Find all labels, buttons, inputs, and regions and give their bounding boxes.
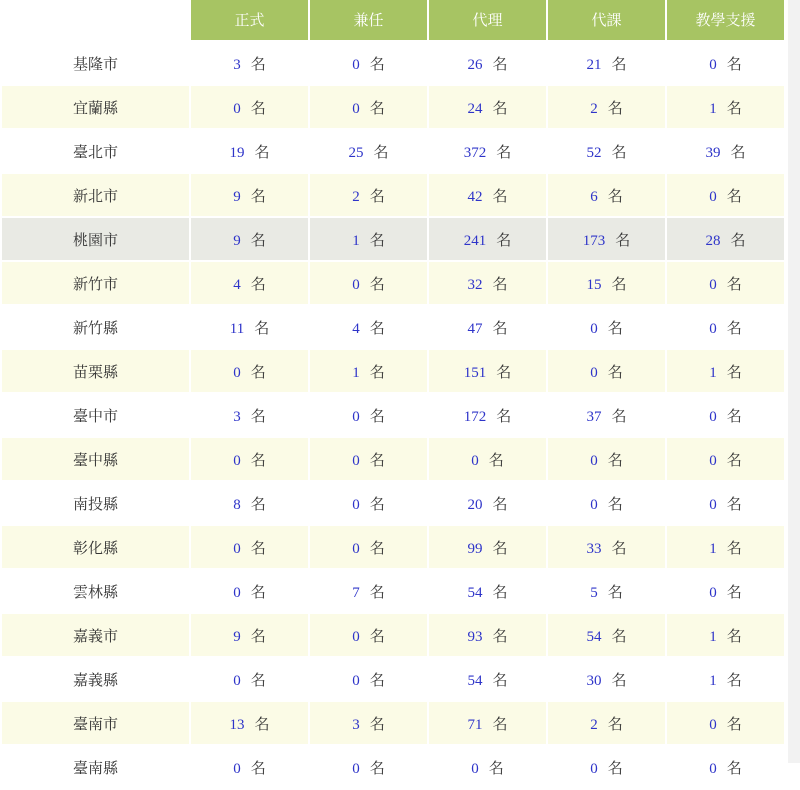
count-value: 42 — [467, 188, 483, 205]
count-unit: 名 — [726, 186, 742, 205]
count-value: 0 — [352, 452, 360, 469]
table-row — [2, 570, 784, 612]
count-value: 0 — [233, 540, 241, 557]
table-row — [2, 526, 784, 568]
count-unit: 名 — [607, 714, 623, 733]
count-cell — [548, 306, 665, 348]
count-cell — [310, 482, 427, 524]
count-unit: 名 — [369, 670, 385, 689]
count-unit: 名 — [496, 362, 512, 381]
city-name-cell: 宜蘭縣 — [2, 86, 189, 128]
count-cell — [429, 394, 546, 436]
count-unit: 名 — [369, 406, 385, 425]
table-row — [2, 438, 784, 480]
count-cell — [548, 614, 665, 656]
count-value: 1 — [709, 672, 717, 689]
city-name-cell: 南投縣 — [2, 482, 189, 524]
header-cell-teaching-support: 教學支援 — [667, 0, 784, 40]
count-unit: 名 — [369, 626, 385, 645]
table-row — [2, 394, 784, 436]
count-unit: 名 — [250, 758, 266, 777]
count-value: 0 — [471, 452, 479, 469]
count-cell — [310, 350, 427, 392]
count-value: 0 — [233, 452, 241, 469]
count-cell — [667, 746, 784, 788]
count-value: 6 — [590, 188, 598, 205]
header-cell-regular: 正式 — [191, 0, 308, 40]
count-value: 28 — [705, 232, 721, 249]
count-cell — [667, 702, 784, 744]
header-cell-class-substitute: 代課 — [548, 0, 665, 40]
count-unit: 名 — [492, 494, 508, 513]
count-value: 4 — [233, 276, 241, 293]
count-cell — [667, 86, 784, 128]
count-value: 0 — [709, 408, 717, 425]
count-unit: 名 — [492, 670, 508, 689]
count-cell — [310, 130, 427, 172]
count-value: 21 — [586, 56, 602, 73]
count-cell — [429, 438, 546, 480]
count-value: 52 — [586, 144, 602, 161]
count-cell — [191, 306, 308, 348]
count-value: 9 — [233, 188, 241, 205]
count-cell — [548, 702, 665, 744]
count-unit: 名 — [492, 626, 508, 645]
count-unit: 名 — [254, 714, 270, 733]
count-value: 0 — [352, 760, 360, 777]
count-unit: 名 — [250, 274, 266, 293]
count-value: 0 — [709, 188, 717, 205]
count-unit: 名 — [369, 538, 385, 557]
table-row — [2, 130, 784, 172]
city-name-cell: 臺南市 — [2, 702, 189, 744]
count-cell — [429, 174, 546, 216]
count-unit: 名 — [369, 98, 385, 117]
city-name-cell: 臺中市 — [2, 394, 189, 436]
count-value: 0 — [590, 364, 598, 381]
count-unit: 名 — [492, 582, 508, 601]
count-cell — [667, 438, 784, 480]
count-value: 372 — [463, 144, 487, 161]
count-cell — [429, 482, 546, 524]
count-value: 5 — [590, 584, 598, 601]
count-cell — [429, 746, 546, 788]
count-unit: 名 — [254, 142, 270, 161]
count-unit: 名 — [369, 758, 385, 777]
count-cell — [548, 42, 665, 84]
count-value: 33 — [586, 540, 602, 557]
count-unit: 名 — [726, 362, 742, 381]
count-unit: 名 — [496, 406, 512, 425]
count-unit: 名 — [492, 54, 508, 73]
count-cell — [667, 130, 784, 172]
city-name-cell: 臺南縣 — [2, 746, 189, 788]
count-value: 241 — [463, 232, 487, 249]
count-value: 0 — [233, 100, 241, 117]
count-cell — [310, 394, 427, 436]
count-value: 19 — [229, 144, 245, 161]
count-unit: 名 — [250, 406, 266, 425]
count-cell — [429, 702, 546, 744]
count-cell — [429, 570, 546, 612]
count-cell — [548, 658, 665, 700]
count-value: 15 — [586, 276, 602, 293]
count-unit: 名 — [369, 450, 385, 469]
count-value: 7 — [352, 584, 360, 601]
city-name-cell: 基隆市 — [2, 42, 189, 84]
count-unit: 名 — [607, 98, 623, 117]
count-unit: 名 — [492, 274, 508, 293]
count-unit: 名 — [726, 714, 742, 733]
count-value: 0 — [709, 496, 717, 513]
count-cell — [310, 438, 427, 480]
count-unit: 名 — [611, 406, 627, 425]
table-row — [2, 174, 784, 216]
count-value: 0 — [709, 760, 717, 777]
count-unit: 名 — [250, 54, 266, 73]
count-value: 13 — [229, 716, 245, 733]
count-unit: 名 — [250, 450, 266, 469]
count-unit: 名 — [607, 758, 623, 777]
count-cell — [191, 42, 308, 84]
count-value: 0 — [352, 100, 360, 117]
city-name-cell: 新竹縣 — [2, 306, 189, 348]
count-unit: 名 — [726, 758, 742, 777]
count-unit: 名 — [726, 538, 742, 557]
count-cell — [310, 658, 427, 700]
count-value: 3 — [352, 716, 360, 733]
count-unit: 名 — [369, 54, 385, 73]
count-value: 0 — [352, 540, 360, 557]
count-value: 0 — [709, 56, 717, 73]
count-cell — [191, 394, 308, 436]
header-cell-substitute: 代理 — [429, 0, 546, 40]
count-cell — [667, 614, 784, 656]
table-row — [2, 658, 784, 700]
count-unit: 名 — [726, 670, 742, 689]
count-value: 3 — [233, 56, 241, 73]
count-cell — [191, 86, 308, 128]
city-name-cell: 新北市 — [2, 174, 189, 216]
count-cell — [429, 86, 546, 128]
count-cell — [548, 482, 665, 524]
count-value: 54 — [467, 584, 483, 601]
count-unit: 名 — [730, 142, 746, 161]
count-value: 54 — [467, 672, 483, 689]
count-value: 0 — [590, 760, 598, 777]
header-cell-part-time: 兼任 — [310, 0, 427, 40]
city-name-cell: 新竹市 — [2, 262, 189, 304]
count-unit: 名 — [250, 626, 266, 645]
count-unit: 名 — [607, 318, 623, 337]
city-name-cell: 嘉義市 — [2, 614, 189, 656]
count-cell — [667, 526, 784, 568]
table-row — [2, 86, 784, 128]
count-value: 0 — [709, 276, 717, 293]
count-cell — [429, 262, 546, 304]
table-row — [2, 42, 784, 84]
count-value: 32 — [467, 276, 483, 293]
count-unit: 名 — [492, 186, 508, 205]
count-unit: 名 — [726, 406, 742, 425]
count-value: 93 — [467, 628, 483, 645]
count-unit: 名 — [250, 230, 266, 249]
count-cell — [667, 42, 784, 84]
count-cell — [429, 350, 546, 392]
count-value: 0 — [709, 452, 717, 469]
count-cell — [429, 306, 546, 348]
table-row — [2, 482, 784, 524]
count-unit: 名 — [488, 450, 504, 469]
count-value: 0 — [709, 716, 717, 733]
count-value: 8 — [233, 496, 241, 513]
table-row — [2, 262, 784, 304]
count-cell — [667, 218, 784, 260]
count-unit: 名 — [726, 54, 742, 73]
count-cell — [310, 526, 427, 568]
count-cell — [548, 86, 665, 128]
count-value: 0 — [709, 584, 717, 601]
count-cell — [667, 570, 784, 612]
count-value: 37 — [586, 408, 602, 425]
count-unit: 名 — [369, 362, 385, 381]
count-value: 24 — [467, 100, 483, 117]
count-value: 0 — [352, 408, 360, 425]
count-unit: 名 — [488, 758, 504, 777]
count-unit: 名 — [611, 274, 627, 293]
table-body — [2, 42, 784, 788]
count-cell — [191, 218, 308, 260]
count-unit: 名 — [250, 670, 266, 689]
count-unit: 名 — [496, 230, 512, 249]
count-cell — [667, 262, 784, 304]
count-value: 20 — [467, 496, 483, 513]
count-unit: 名 — [726, 582, 742, 601]
count-unit: 名 — [726, 274, 742, 293]
count-cell — [548, 174, 665, 216]
count-cell — [548, 350, 665, 392]
count-unit: 名 — [611, 538, 627, 557]
count-cell — [191, 482, 308, 524]
count-unit: 名 — [369, 318, 385, 337]
count-value: 0 — [233, 584, 241, 601]
count-value: 151 — [463, 364, 487, 381]
count-unit: 名 — [492, 538, 508, 557]
count-value: 0 — [590, 452, 598, 469]
count-cell — [310, 702, 427, 744]
count-value: 0 — [233, 364, 241, 381]
count-value: 1 — [709, 628, 717, 645]
count-cell — [667, 350, 784, 392]
city-name-cell: 彰化縣 — [2, 526, 189, 568]
count-unit: 名 — [373, 142, 389, 161]
count-cell — [191, 350, 308, 392]
count-unit: 名 — [730, 230, 746, 249]
count-unit: 名 — [607, 450, 623, 469]
table-row — [2, 702, 784, 744]
count-cell — [548, 394, 665, 436]
count-unit: 名 — [611, 54, 627, 73]
header-blank-cell — [2, 0, 189, 40]
count-cell — [191, 658, 308, 700]
count-unit: 名 — [611, 626, 627, 645]
city-name-cell: 苗栗縣 — [2, 350, 189, 392]
count-cell — [310, 262, 427, 304]
count-value: 54 — [586, 628, 602, 645]
table-row — [2, 350, 784, 392]
count-value: 25 — [348, 144, 364, 161]
count-value: 2 — [590, 716, 598, 733]
count-cell — [191, 262, 308, 304]
count-cell — [667, 658, 784, 700]
count-value: 1 — [352, 232, 360, 249]
count-value: 0 — [233, 672, 241, 689]
count-unit: 名 — [496, 142, 512, 161]
count-value: 2 — [590, 100, 598, 117]
count-unit: 名 — [250, 494, 266, 513]
count-cell — [548, 746, 665, 788]
count-value: 0 — [352, 628, 360, 645]
count-value: 2 — [352, 188, 360, 205]
count-unit: 名 — [607, 362, 623, 381]
city-name-cell: 嘉義縣 — [2, 658, 189, 700]
count-cell — [548, 130, 665, 172]
count-unit: 名 — [369, 582, 385, 601]
count-unit: 名 — [369, 186, 385, 205]
count-unit: 名 — [726, 626, 742, 645]
count-unit: 名 — [250, 538, 266, 557]
vertical-scrollbar[interactable] — [788, 0, 800, 763]
count-cell — [310, 86, 427, 128]
count-unit: 名 — [250, 186, 266, 205]
table-row — [2, 614, 784, 656]
count-unit: 名 — [369, 494, 385, 513]
count-value: 0 — [352, 56, 360, 73]
count-cell — [310, 306, 427, 348]
count-value: 11 — [229, 320, 245, 337]
count-value: 26 — [467, 56, 483, 73]
count-value: 9 — [233, 232, 241, 249]
count-unit: 名 — [492, 318, 508, 337]
count-unit: 名 — [607, 186, 623, 205]
count-value: 1 — [709, 364, 717, 381]
count-cell — [429, 42, 546, 84]
count-unit: 名 — [250, 582, 266, 601]
count-value: 0 — [471, 760, 479, 777]
table-row — [2, 218, 784, 260]
count-cell — [667, 306, 784, 348]
count-cell — [191, 614, 308, 656]
count-cell — [191, 130, 308, 172]
count-value: 0 — [590, 496, 598, 513]
count-value: 0 — [590, 320, 598, 337]
count-cell — [310, 218, 427, 260]
count-cell — [191, 174, 308, 216]
count-cell — [548, 218, 665, 260]
count-value: 172 — [463, 408, 487, 425]
count-value: 30 — [586, 672, 602, 689]
count-cell — [429, 218, 546, 260]
count-cell — [191, 702, 308, 744]
count-unit: 名 — [726, 98, 742, 117]
count-cell — [310, 174, 427, 216]
count-cell — [429, 130, 546, 172]
count-value: 4 — [352, 320, 360, 337]
city-name-cell: 臺中縣 — [2, 438, 189, 480]
count-value: 0 — [352, 672, 360, 689]
count-cell — [310, 570, 427, 612]
count-value: 1 — [709, 540, 717, 557]
count-unit: 名 — [726, 494, 742, 513]
count-unit: 名 — [369, 230, 385, 249]
count-unit: 名 — [607, 494, 623, 513]
count-unit: 名 — [607, 582, 623, 601]
count-cell — [548, 262, 665, 304]
count-unit: 名 — [492, 98, 508, 117]
table-header-row — [2, 0, 784, 40]
count-cell — [191, 438, 308, 480]
count-cell — [548, 570, 665, 612]
count-unit: 名 — [254, 318, 270, 337]
table-row — [2, 746, 784, 788]
count-value: 3 — [233, 408, 241, 425]
count-value: 71 — [467, 716, 483, 733]
count-unit: 名 — [492, 714, 508, 733]
count-value: 39 — [705, 144, 721, 161]
count-cell — [310, 614, 427, 656]
count-cell — [429, 526, 546, 568]
count-cell — [548, 438, 665, 480]
count-unit: 名 — [726, 318, 742, 337]
count-value: 99 — [467, 540, 483, 557]
city-name-cell: 雲林縣 — [2, 570, 189, 612]
count-value: 0 — [352, 276, 360, 293]
city-name-cell: 桃園市 — [2, 218, 189, 260]
count-cell — [548, 526, 665, 568]
city-name-cell: 臺北市 — [2, 130, 189, 172]
count-unit: 名 — [369, 714, 385, 733]
count-unit: 名 — [250, 98, 266, 117]
count-cell — [191, 570, 308, 612]
count-cell — [667, 394, 784, 436]
count-unit: 名 — [726, 450, 742, 469]
count-cell — [310, 746, 427, 788]
count-cell — [191, 746, 308, 788]
count-value: 173 — [582, 232, 606, 249]
count-cell — [310, 42, 427, 84]
count-value: 9 — [233, 628, 241, 645]
count-value: 1 — [709, 100, 717, 117]
count-unit: 名 — [611, 670, 627, 689]
count-value: 47 — [467, 320, 483, 337]
count-cell — [667, 174, 784, 216]
count-unit: 名 — [369, 274, 385, 293]
count-value: 0 — [352, 496, 360, 513]
count-value: 1 — [352, 364, 360, 381]
count-unit: 名 — [250, 362, 266, 381]
count-unit: 名 — [611, 142, 627, 161]
count-cell — [429, 658, 546, 700]
count-cell — [667, 482, 784, 524]
table-row — [2, 306, 784, 348]
count-cell — [429, 614, 546, 656]
count-value: 0 — [233, 760, 241, 777]
count-value: 0 — [709, 320, 717, 337]
count-unit: 名 — [615, 230, 631, 249]
count-cell — [191, 526, 308, 568]
